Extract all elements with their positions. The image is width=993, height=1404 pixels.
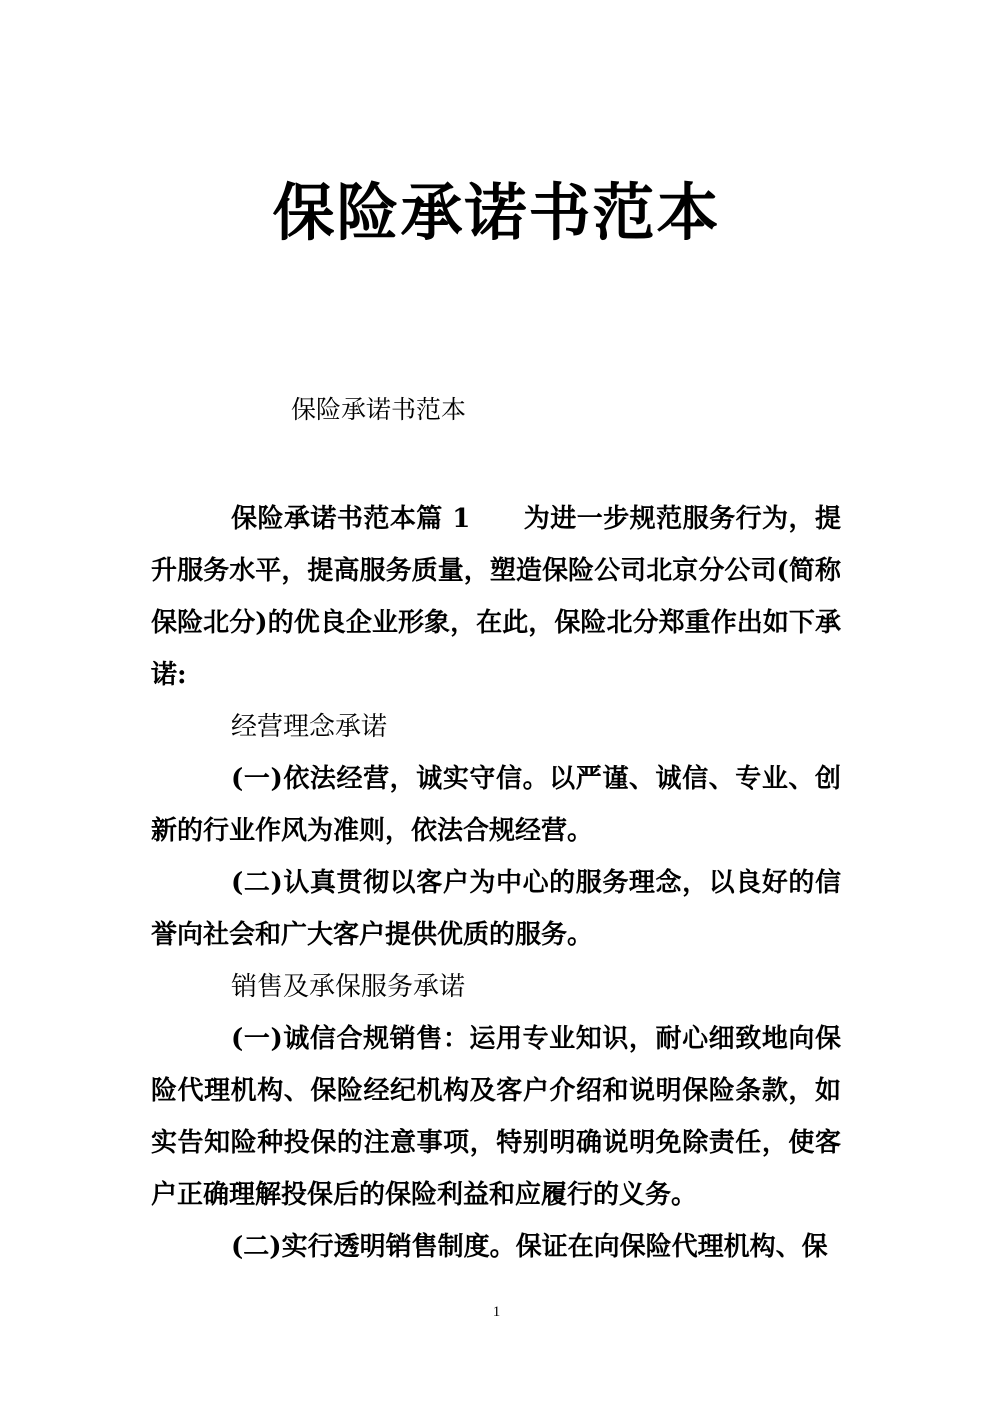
paragraph-business-1: (一)依法经营，诚实守信。以严谨、诚信、专业、创新的行业作风为准则，依法合规经营。: [151, 764, 841, 846]
document-subtitle: 保险承诺书范本: [291, 395, 467, 424]
section-heading-sales-underwriting: 销售及承保服务承诺: [231, 972, 466, 1002]
paragraph-sales-2: (二)实行透明销售制度。保证在向保险代理机构、保: [231, 1232, 828, 1262]
section-heading-business-philosophy: 经营理念承诺: [231, 712, 388, 742]
page-number: 1: [492, 1304, 501, 1320]
paragraph-intro: 保险承诺书范本篇 1 为进一步规范服务行为，提升服务水平，提高服务质量，塑造保险公司北京分公司(简称保险北分)的优良企业形象，在此，保险北分郑重作出如下承诺:: [151, 504, 841, 690]
document-body: [151, 493, 841, 1273]
paragraph-business-2: (二)认真贯彻以客户为中心的服务理念，以良好的信誉向社会和广大客户提供优质的服务。: [151, 868, 841, 950]
paragraph-sales-1: (一)诚信合规销售：运用专业知识，耐心细致地向保险代理机构、保险经纪机构及客户介绍和说明保险条款，如实告知险种投保的注意事项，特别明确说明免除责任，使客户正确理解投保后的保险利益和应履行的义务。: [151, 1024, 841, 1210]
document-title: 保险承诺书范本: [272, 176, 721, 249]
